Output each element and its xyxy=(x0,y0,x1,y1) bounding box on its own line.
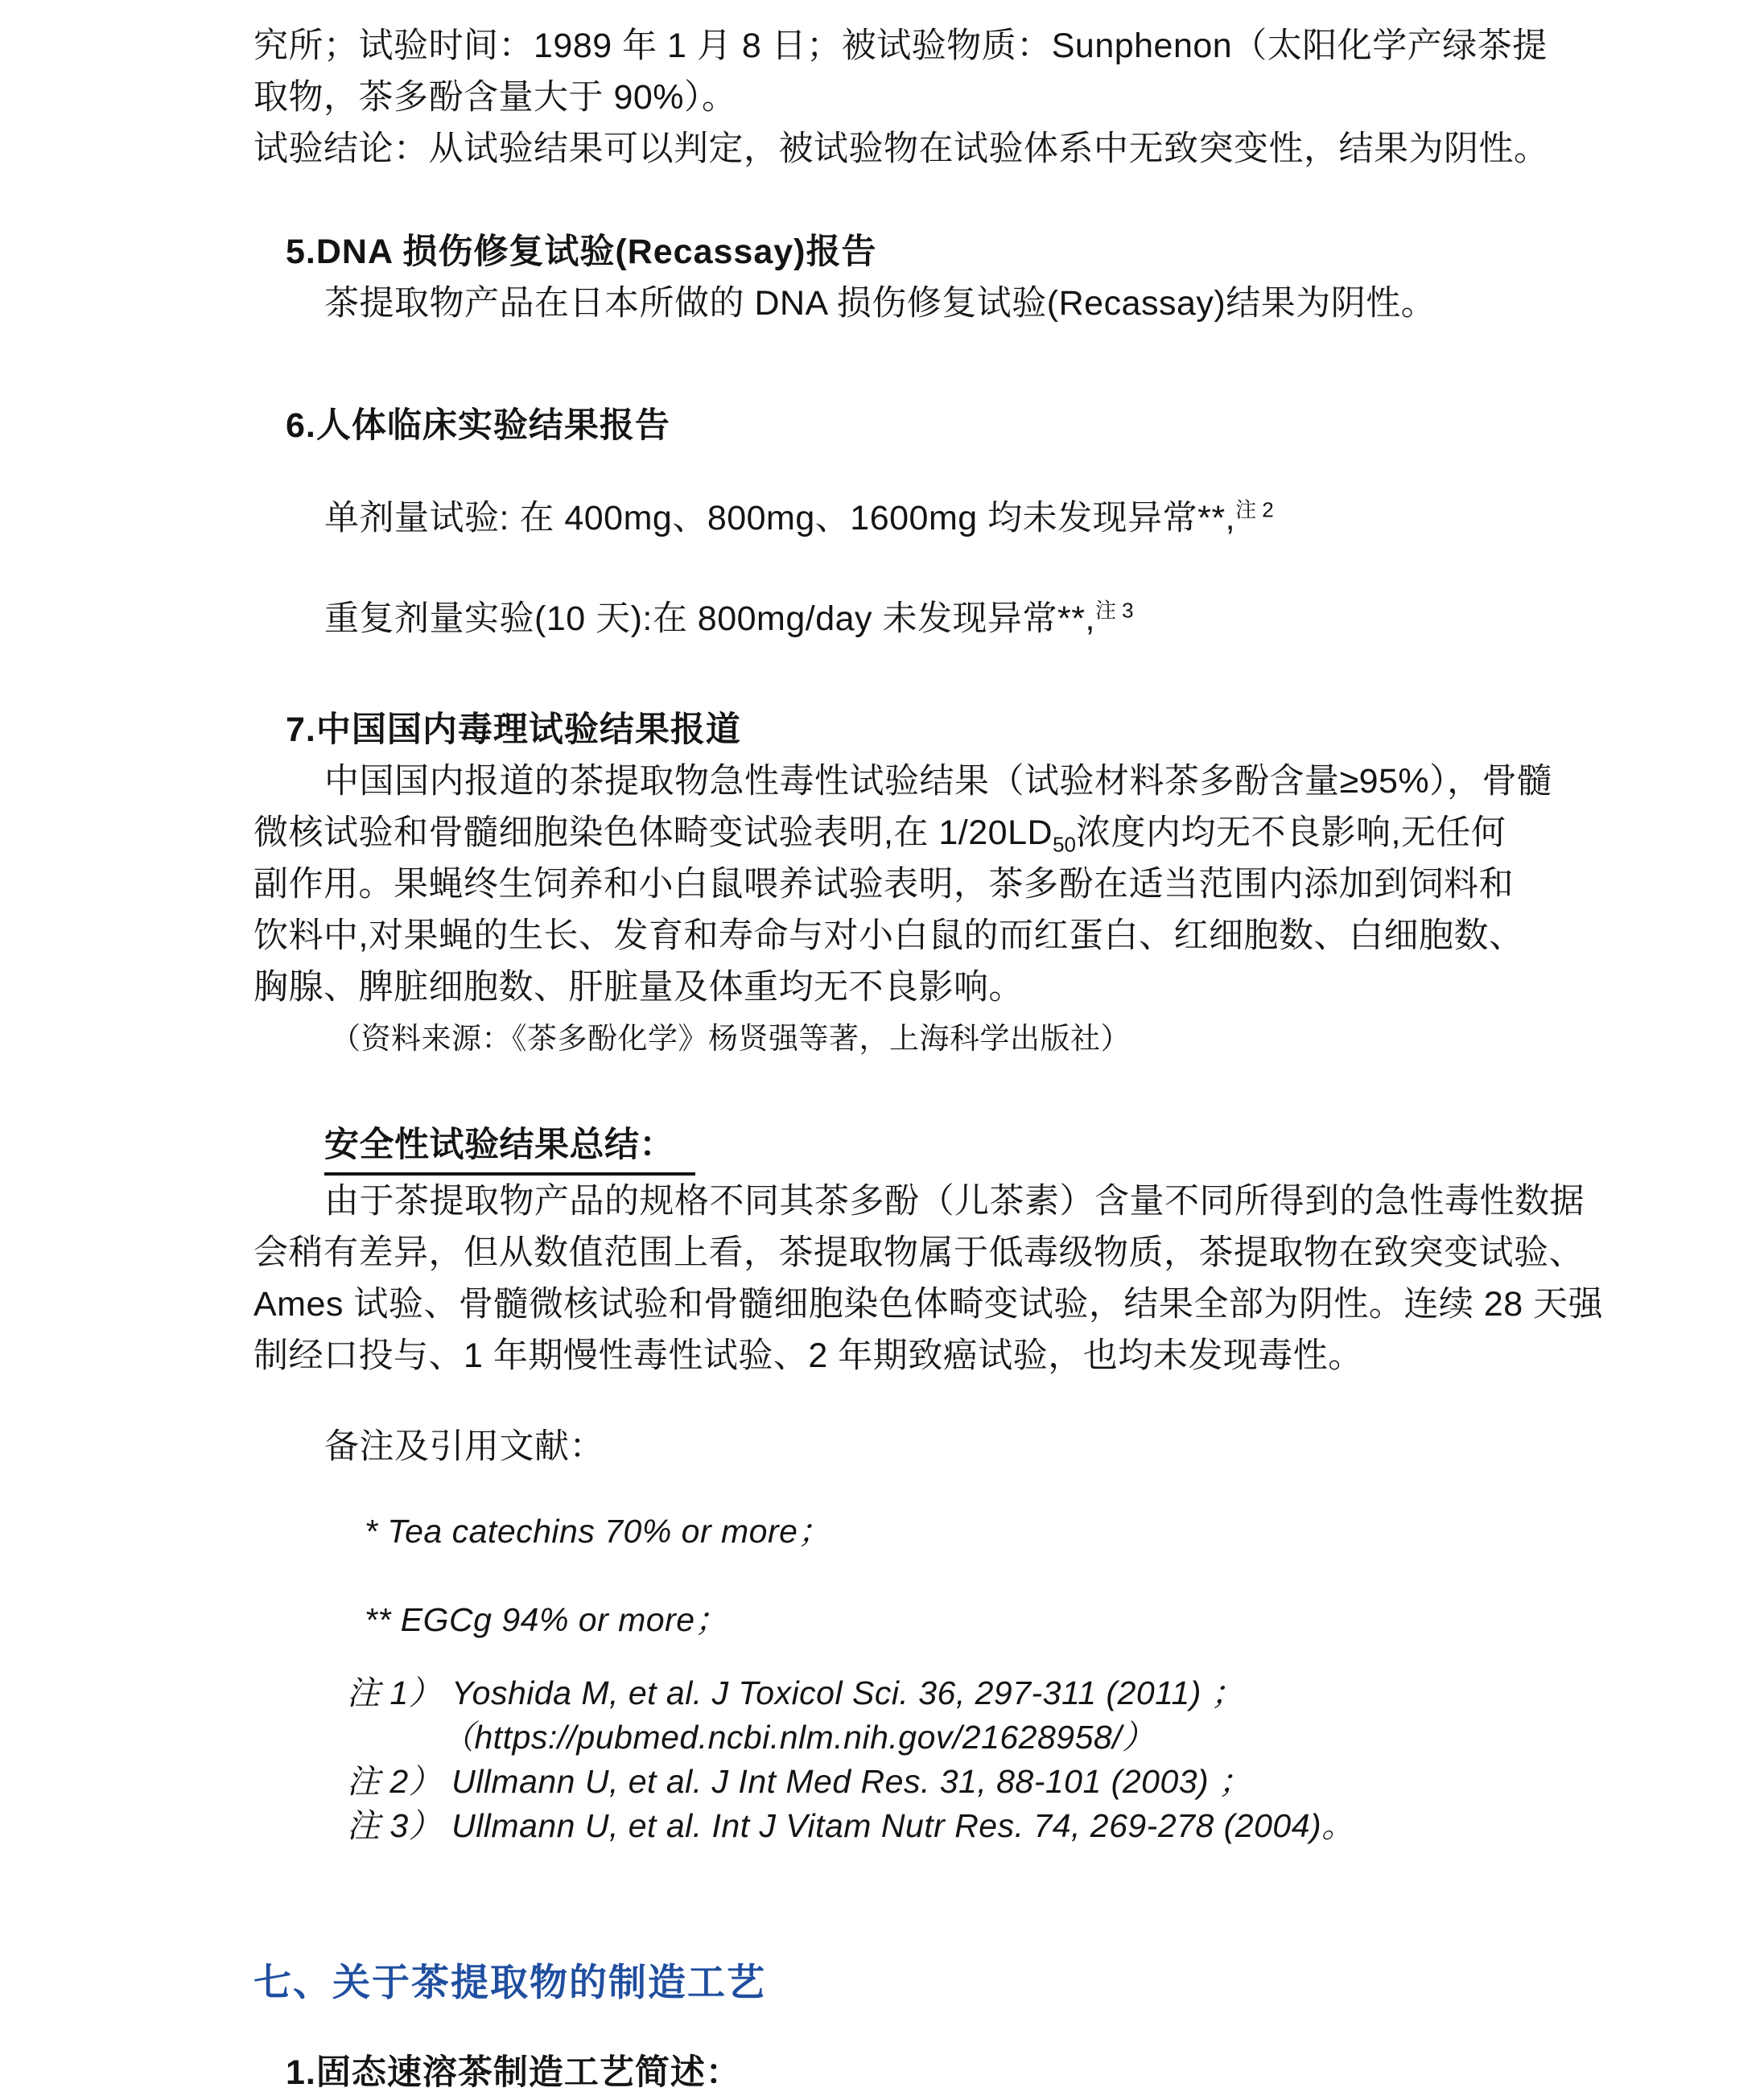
summary-line-2: 会稍有差异，但从数值范围上看，茶提取物属于低毒级物质，茶提取物在致突变试验、 xyxy=(253,1233,1584,1272)
section-7-para-line-4: 饮料中,对果蝇的生长、发育和寿命与对小白鼠的而红蛋白、红细胞数、白细胞数、 xyxy=(253,916,1524,955)
reference-3-line: 注 3） Ullmann U, et al. Int J Vitam Nutr Res. 74, 269-278 (2004)。 xyxy=(347,1807,1355,1844)
section-6-heading: 6.人体临床实验结果报告 xyxy=(286,406,670,445)
ld50-suffix-text: 浓度内均无不良影响,无任何 xyxy=(1075,813,1506,852)
ld50-prefix-text: 微核试验和骨髓细胞染色体畸变试验表明,在 1/20LD xyxy=(253,813,1053,852)
reference-1-url-line: （https://pubmed.ncbi.nlm.nih.gov/21628958/） xyxy=(441,1719,1156,1756)
section-5-body: 茶提取物产品在日本所做的 DNA 损伤修复试验(Recassay)结果为阴性。 xyxy=(324,284,1436,323)
repeat-dose-footnote-marker: 注 3 xyxy=(1094,598,1134,623)
safety-summary-heading-text: 安全性试验结果总结： xyxy=(324,1119,695,1176)
safety-summary-heading xyxy=(324,1119,1607,1176)
summary-line-4: 制经口投与、1 年期慢性毒性试验、2 年期致癌试验，也均未发现毒性。 xyxy=(253,1336,1363,1375)
test-conclusion-line: 试验结论：从试验结果可以判定，被试验物在试验体系中无致突变性，结果为阴性。 xyxy=(253,130,1549,168)
repeat-dose-line xyxy=(324,593,1607,644)
summary-line-3: Ames 试验、骨髓微核试验和骨髓细胞染色体畸变试验，结果全部为阴性。连续 28 天强 xyxy=(253,1285,1604,1324)
reference-1-line: 注 1） Yoshida M, et al. J Toxicol Sci. 36, 297-311 (2011) ； xyxy=(347,1674,1245,1711)
single-dose-footnote-marker: 注 2 xyxy=(1235,497,1274,522)
section-7-para-line-3: 副作用。果蝇终生饲养和小白鼠喂养试验表明，茶多酚在适当范围内添加到饲料和 xyxy=(253,865,1514,904)
reference-2-line: 注 2） Ullmann U, et al. J Int Med Res. 31, 88-101 (2003) ； xyxy=(347,1763,1252,1800)
chapter-manufacturing-heading: 七、关于茶提取物的制造工艺 xyxy=(253,1961,766,2003)
instant-tea-process-subheading: 1.固态速溶茶制造工艺简述： xyxy=(286,2053,741,2092)
ld50-subscript: 50 xyxy=(1053,832,1076,857)
source-citation-line: （资料来源：《茶多酚化学》杨贤强等著，上海科学出版社） xyxy=(331,1022,1131,1055)
section-7-para-line-2 xyxy=(253,807,1607,859)
section-5-heading: 5.DNA 损伤修复试验(Recassay)报告 xyxy=(286,233,877,271)
continued-paragraph-line-2: 取物，茶多酚含量大于 90%）。 xyxy=(253,78,737,117)
note-star-line: * Tea catechins 70% or more； xyxy=(365,1513,831,1550)
section-7-heading: 7.中国国内毒理试验结果报道 xyxy=(286,710,741,749)
section-7-para-line-1: 中国国内报道的茶提取物急性毒性试验结果（试验材料茶多酚含量≥95%），骨髓 xyxy=(324,762,1552,801)
references-heading: 备注及引用文献： xyxy=(324,1427,604,1466)
note-double-star-line: ** EGCg 94% or more； xyxy=(365,1601,729,1638)
single-dose-text: 单剂量试验: 在 400mg、800mg、1600mg 均未发现异常**, xyxy=(324,499,1236,537)
repeat-dose-text: 重复剂量实验(10 天):在 800mg/day 未发现异常**, xyxy=(324,599,1095,638)
continued-paragraph-line-1: 究所；试验时间：1989 年 1 月 8 日；被试验物质：Sunphenon（太阳化学产绿茶提 xyxy=(253,27,1548,65)
section-7-para-line-5: 胸腺、脾脏细胞数、肝脏量及体重均无不良影响。 xyxy=(253,968,1024,1007)
summary-line-1: 由于茶提取物产品的规格不同其茶多酚（儿茶素）含量不同所得到的急性毒性数据 xyxy=(324,1182,1585,1221)
single-dose-line xyxy=(324,492,1607,544)
